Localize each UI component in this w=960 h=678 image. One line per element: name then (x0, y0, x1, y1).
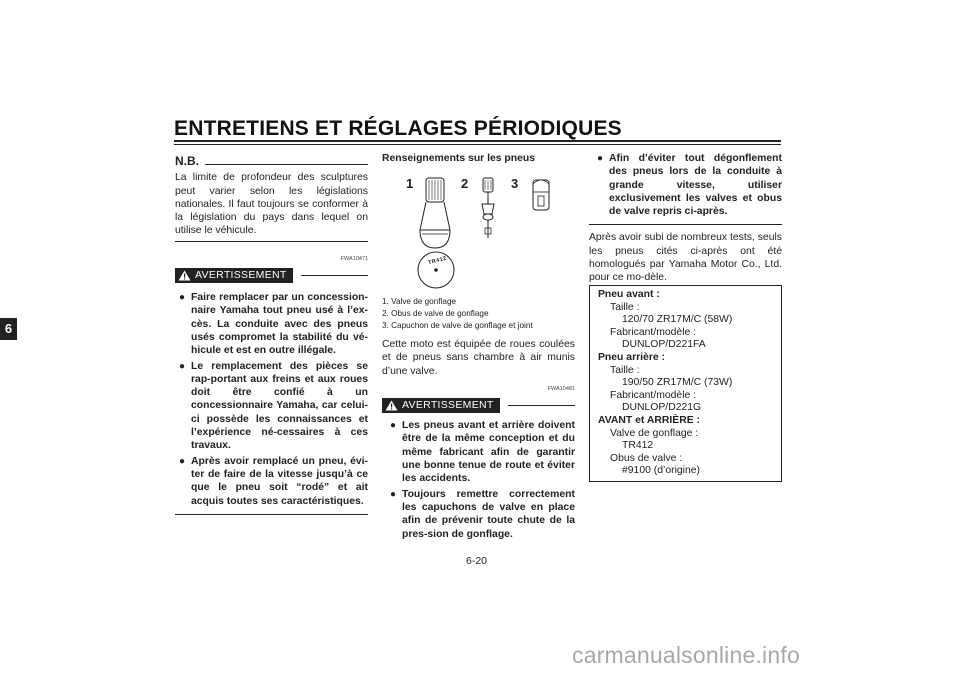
list-item: ● Toujours remettre correctement les capuchons de valve en place afin de prévenir toute chute de la pres-sion de gonflage. (390, 488, 575, 540)
bullet-dot-icon: ● (390, 488, 397, 500)
valve-drawing (400, 170, 560, 295)
warning-rule (508, 405, 575, 406)
warning-end-rule (589, 224, 782, 225)
title-rule (174, 140, 781, 142)
warning-badge (382, 398, 500, 413)
list-item: ● Afin d’éviter tout dégonflement des pneus lors de la conduite à grande vitesse, utiliser exclusivement les valves et obus de valve repris ci-après. (597, 153, 782, 218)
warning-list (382, 419, 575, 541)
nb-end-rule (175, 241, 368, 242)
section-heading: Renseignements sur les pneus (382, 153, 536, 164)
spec-label: Taille : (610, 364, 640, 376)
spec-value: 190/50 ZR17M/C (73W) (622, 377, 733, 389)
spec-value: 120/70 ZR17M/C (58W) (622, 314, 733, 326)
tubeless-paragraph: Cette moto est équipée de roues coulées et de pneus sans chambre à air munis d’une valve. (382, 339, 575, 377)
nb-rule (205, 164, 368, 165)
figure-number: 3 (511, 176, 519, 191)
nb-text: La limite de profondeur des sculptures peut varier selon les législations nationales. Il faut toujours se conformer à la législation du pays dans lequel on utilise le véhicule. (175, 172, 368, 237)
bullet-dot-icon: ● (179, 360, 186, 372)
figure-legend-item: 3. Capuchon de valve de gonflage et joint (382, 321, 533, 330)
list-item: ● Le remplacement des pièces se rap-portant aux freins et aux roues doit être confié à un concessionnaire Yamaha, car celui-ci possède les connaissances et l’expérience né-cessaires à ces travaux. (179, 360, 368, 452)
figure-legend-item: 2. Obus de valve de gonflage (382, 309, 489, 318)
spec-value: TR412 (622, 440, 654, 452)
list-item: ● Après avoir remplacé un pneu, évi-ter de faire de la vitesse jusqu’à ce que le pneu soit “rodé” et ait acquis toutes ses caractéristiques. (179, 455, 368, 507)
spec-heading: Pneu arrière : (598, 351, 665, 363)
warning-badge (175, 268, 293, 283)
warning-code: FWA10481 (547, 385, 575, 392)
approval-paragraph: Après avoir subi de nombreux tests, seuls les pneus cités ci-après ont été homologués par Yamaha Motor Co., Ltd. pour ce mo-dèle. (589, 232, 782, 284)
valve-marking: TR412 (427, 255, 448, 267)
chapter-tab: 6 (0, 318, 17, 340)
bullet-dot-icon: ● (390, 420, 397, 432)
valve-figure (400, 170, 560, 295)
spec-heading: AVANT et ARRIÈRE : (598, 414, 700, 426)
spec-label: Fabricant/modèle : (610, 389, 697, 401)
title-rule-thin (174, 144, 781, 145)
left-column (175, 155, 368, 515)
figure-number: 1 (406, 176, 414, 191)
right-column (589, 152, 782, 285)
list-item: ● Faire remplacer par un concession-naire Yamaha tout pneu usé à l’ex-cès. La conduite avec des pneus usés compromet la stabilité du vé-hicule et est en outre illégale. (179, 292, 368, 357)
bullet-dot-icon: ● (597, 153, 604, 164)
warning-list (175, 291, 368, 508)
bullet-dot-icon: ● (179, 455, 186, 467)
figure-legend-item: 1. Valve de gonflage (382, 297, 457, 306)
nb-header (175, 155, 368, 168)
spec-heading: Pneu avant : (598, 289, 660, 300)
warning-triangle-icon (178, 270, 191, 281)
middle-column (382, 152, 575, 165)
warning-label: AVERTISSEMENT (195, 268, 287, 281)
warning-code: FWA10471 (340, 255, 368, 262)
nb-title: N.B. (175, 154, 199, 168)
middle-column-lower (382, 296, 575, 541)
warning-label: AVERTISSEMENT (402, 399, 494, 412)
spec-value: DUNLOP/D221FA (622, 339, 706, 351)
warning-triangle-icon (385, 400, 398, 411)
spec-label: Fabricant/modèle : (610, 326, 697, 338)
spec-label: Taille : (610, 301, 640, 313)
warning-end-rule (175, 514, 368, 515)
page-number: 6-20 (466, 555, 488, 567)
spec-label: Obus de valve : (610, 452, 683, 464)
page-title: ENTRETIENS ET RÉGLAGES PÉRIODIQUES (174, 117, 622, 140)
spec-value: #9100 (d’origine) (622, 465, 700, 477)
warning-rule (301, 275, 368, 276)
spec-label: Valve de gonflage : (610, 427, 699, 439)
warning-header (175, 268, 368, 283)
spec-value: DUNLOP/D221G (622, 402, 702, 414)
watermark: carmanualsonline.info (572, 642, 800, 668)
warning-header (382, 398, 575, 413)
tire-spec-box (589, 285, 782, 482)
bullet-dot-icon: ● (179, 292, 186, 304)
list-item: ● Les pneus avant et arrière doivent être de la même conception et du même fabricant afin de garantir une bonne tenue de route et éviter les accidents. (390, 420, 575, 485)
figure-number: 2 (461, 176, 469, 191)
